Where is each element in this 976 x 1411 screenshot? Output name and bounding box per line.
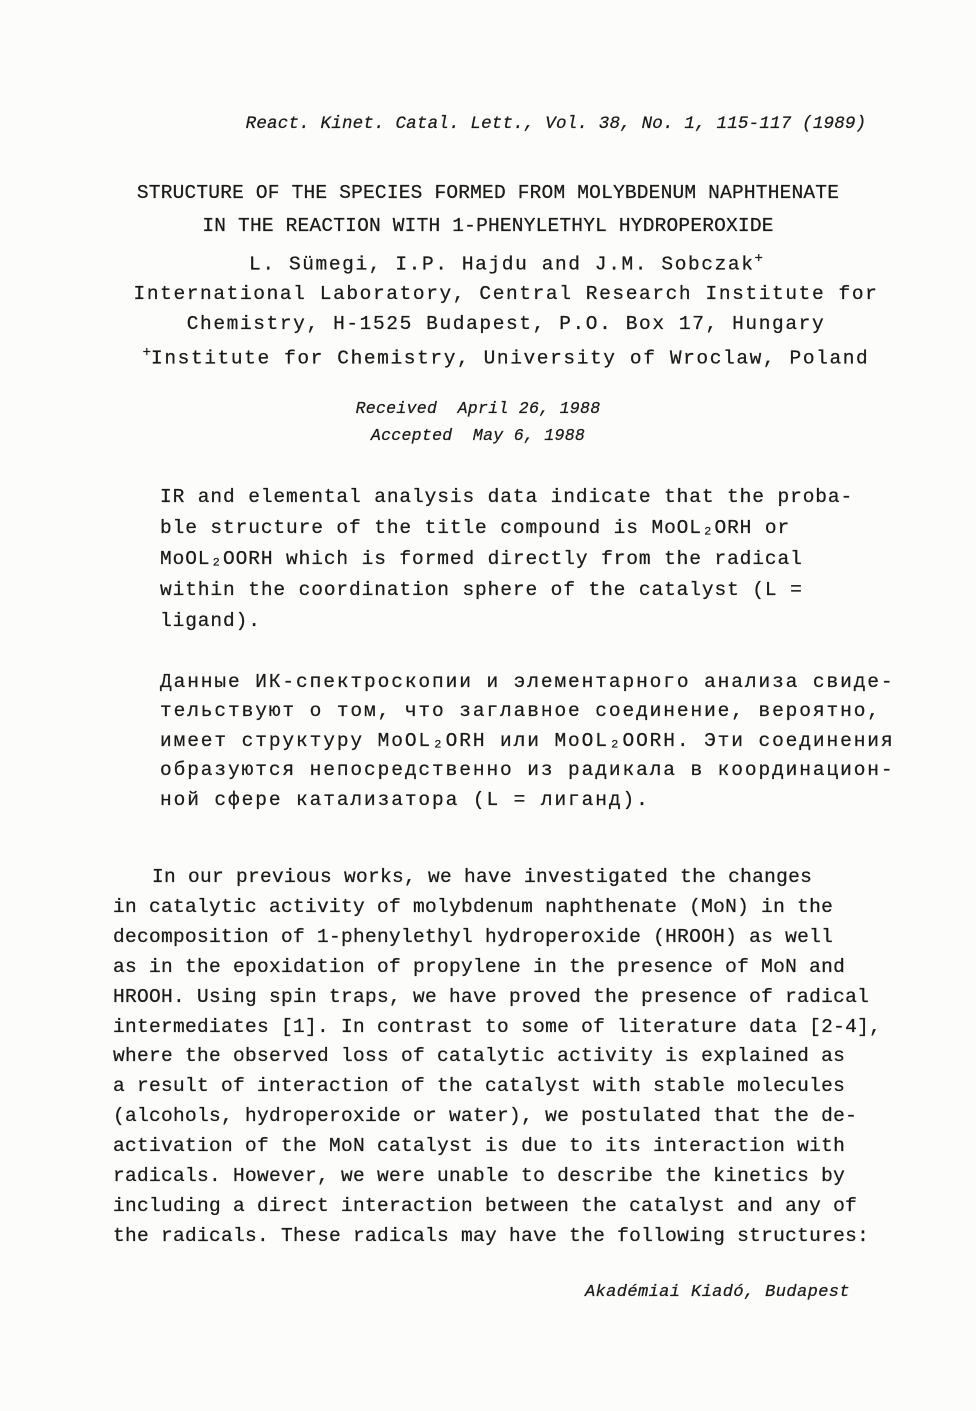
journal-reference: React. Kinet. Catal. Lett., Vol. 38, No. 1, 115-117 (1989) xyxy=(245,114,867,134)
affiliation-footnote-marker: + xyxy=(142,345,152,361)
abstract-ru-line: ной сфере катализатора (L = лиганд). xyxy=(160,788,650,811)
body-paragraph xyxy=(113,863,881,1252)
abstract-ru-line: тельствуют о том, что заглавное соединение, вероятно, xyxy=(160,700,881,723)
author-names xyxy=(18,245,976,280)
body-line: radicals. However, we were unable to describe the kinetics by xyxy=(113,1165,846,1188)
abstract-ru-line: Данные ИК-спектроскопии и элементарного анализа свиде- xyxy=(160,671,895,693)
affiliation-line-3 xyxy=(18,339,976,374)
accepted-date: Accepted May 6, 1988 xyxy=(370,426,586,445)
body-line: where the observed loss of catalytic activity is explained as xyxy=(113,1045,846,1068)
abstract-ru-line: имеет структуру MoOL₂ORH или MoOL₂OORH. Эти соединения xyxy=(160,729,895,752)
affiliation-line-2: Chemistry, H-1525 Budapest, P.O. Box 17, Hungary xyxy=(186,312,826,335)
abstract-en-line: MoOL₂OORH which is formed directly from the radical xyxy=(160,548,803,570)
body-line: decomposition of 1-phenylethyl hydroperoxide (HROOH) as well xyxy=(113,925,834,948)
submission-dates xyxy=(0,395,966,449)
author-footnote-marker: + xyxy=(754,251,763,267)
abstract-en-line: IR and elemental analysis data indicate that the proba- xyxy=(160,486,854,508)
abstract-en-line: ble structure of the title compound is MoOL₂ORH or xyxy=(160,517,791,539)
body-line: intermediates [1]. In contrast to some of literature data [2-4], xyxy=(113,1015,882,1038)
abstract-en-line: within the coordination sphere of the catalyst (L = xyxy=(160,579,803,601)
body-line: (alcohols, hydroperoxide or water), we postulated that the de- xyxy=(113,1105,858,1128)
body-line: including a direct interaction between the catalyst and any of xyxy=(113,1194,858,1217)
abstract-english xyxy=(160,482,853,637)
abstract-russian xyxy=(160,668,895,815)
author-names-text: L. Sümegi, I.P. Hajdu and J.M. Sobczak xyxy=(249,253,755,276)
body-line: activation of the MoN catalyst is due to its interaction with xyxy=(113,1135,846,1158)
body-line: the radicals. These radicals may have the following structures: xyxy=(113,1224,870,1247)
paper-title-line-1: STRUCTURE OF THE SPECIES FORMED FROM MOLYBDENUM NAPHTHENATE xyxy=(136,182,840,204)
affiliation-line-3-text: Institute for Chemistry, University of Wroclaw, Poland xyxy=(151,347,870,370)
paper-title-line-2: IN THE REACTION WITH 1-PHENYLETHYL HYDROPEROXIDE xyxy=(202,215,774,237)
abstract-ru-line: образуются непосредственно из радикала в координацион- xyxy=(160,759,895,782)
abstract-en-line: ligand). xyxy=(160,610,261,632)
paper-title xyxy=(0,177,976,243)
body-line: a result of interaction of the catalyst with stable molecules xyxy=(113,1075,846,1098)
body-line: In our previous works, we have investigated the changes xyxy=(152,866,813,888)
received-date: Received April 26, 1988 xyxy=(355,399,601,418)
body-line: HROOH. Using spin traps, we have proved the presence of radical xyxy=(113,985,870,1008)
body-line: as in the epoxidation of propylene in the presence of MoN and xyxy=(113,955,846,978)
body-line: in catalytic activity of molybdenum naphthenate (MoN) in the xyxy=(113,895,834,918)
affiliation-line-1: International Laboratory, Central Research Institute for xyxy=(133,283,879,305)
publisher-imprint: Akadémiai Kiadó, Budapest xyxy=(584,1283,850,1302)
authors-affiliations xyxy=(18,245,976,374)
